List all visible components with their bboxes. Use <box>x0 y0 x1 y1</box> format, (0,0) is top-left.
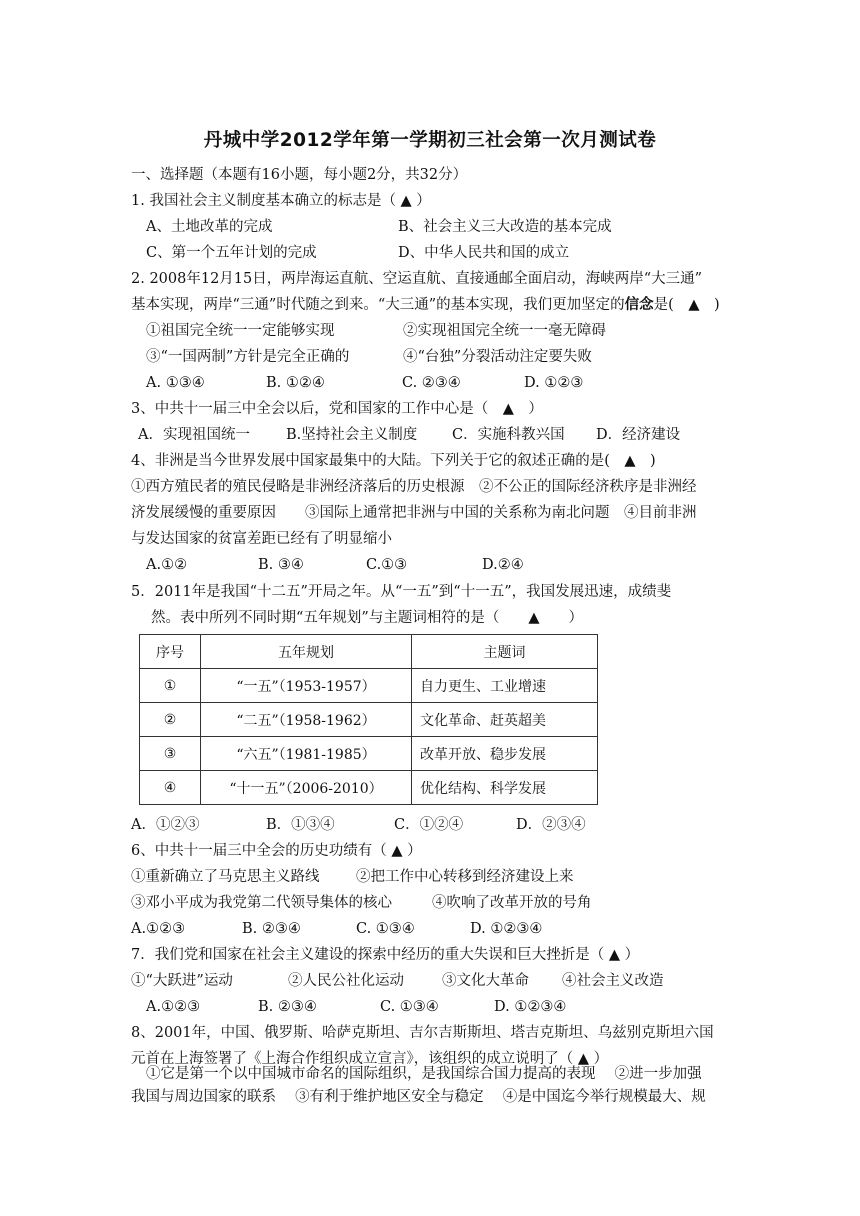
q2-line-2-text: 基本实现，两岸“三通”时代随之到来。“大三通”的基本实现，我们更加坚定的 <box>131 297 625 313</box>
q2-option-a: A. ①③④ <box>146 375 205 391</box>
q6-statement-2: ②把工作中心转移到经济建设上来 <box>356 869 574 885</box>
row-plan: “十一五”（2006-2010） <box>201 771 412 805</box>
table-row <box>140 703 598 737</box>
q5-option-c: C．①②④ <box>394 817 464 833</box>
q8-line-2: 元首在上海签署了《上海合作组织成立宣言》，该组织的成立说明了（ ▲ ） <box>131 1051 609 1067</box>
q7-stem: 7．我们党和国家在社会主义建设的探索中经历的重大失误和巨大挫折是（ ▲ ） <box>131 947 640 963</box>
table-row <box>140 669 598 703</box>
q2-statement-3: ③“一国两制”方针是完全正确的 <box>146 349 350 365</box>
q7-option-b: B. ②③④ <box>258 999 317 1015</box>
table-header-row <box>140 635 598 669</box>
q5-option-b: B．①③④ <box>266 817 335 833</box>
q6-statement-1: ①重新确立了马克思主义路线 <box>131 869 320 885</box>
five-year-plan-table <box>139 634 598 805</box>
q4-option-a: A.①② <box>146 557 188 573</box>
row-plan: “六五”（1981-1985） <box>201 737 412 771</box>
q6-option-b: B. ②③④ <box>242 921 301 937</box>
row-index: ② <box>140 703 201 737</box>
table-row <box>140 771 598 805</box>
q4-line-2: ①西方殖民者的殖民侵略是非洲经济落后的历史根源 ②不公正的国际经济秩序是非洲经 <box>131 479 697 495</box>
q8-line-4: 我国与周边国家的联系 ③有利于维护地区安全与稳定 ④是中国迄今举行规模最大、规 <box>131 1089 706 1105</box>
q4-line-1: 4、非洲是当今世界发展中国家最集中的大陆。下列关于它的叙述正确的是( ▲ ) <box>131 453 656 469</box>
q7-option-c: C. ①③④ <box>380 999 439 1015</box>
row-theme: 自力更生、工业增速 <box>412 669 598 703</box>
q4-line-3: 济发展缓慢的重要原因 ③国际上通常把非洲与中国的关系称为南北问题 ④目前非洲 <box>131 505 697 521</box>
q2-statement-4: ④“台独”分裂活动注定要失败 <box>403 349 592 365</box>
section-heading: 一、选择题（本题有16小题，每小题2分，共32分） <box>131 167 468 183</box>
row-theme: 文化革命、赶英超美 <box>412 703 598 737</box>
q2-statement-2: ②实现祖国完全统一一毫无障碍 <box>403 323 606 339</box>
q2-statement-1: ①祖国完全统一一定能够实现 <box>146 323 335 339</box>
q8-line-3: ①它是第一个以中国城市命名的国际组织，是我国综合国力提高的表现 ②进一步加强 <box>146 1066 702 1082</box>
row-index: ④ <box>140 771 201 805</box>
q1-option-d: D、中华人民共和国的成立 <box>398 245 570 261</box>
table-row <box>140 737 598 771</box>
q5-option-a: A．①②③ <box>131 817 200 833</box>
q2-option-b: B. ①②④ <box>266 375 325 391</box>
q3-option-d: D．经济建设 <box>596 427 681 443</box>
row-theme: 优化结构、科学发展 <box>412 771 598 805</box>
row-theme: 改革开放、稳步发展 <box>412 737 598 771</box>
q6-statement-3: ③邓小平成为我党第二代领导集体的核心 <box>131 895 392 911</box>
q3-option-b: B.坚持社会主义制度 <box>286 427 418 443</box>
q3-option-c: C．实施科教兴国 <box>452 427 565 443</box>
row-plan: “二五”（1958-1962） <box>201 703 412 737</box>
q3-option-a: A．实现祖国统一 <box>138 427 250 443</box>
q4-option-b: B. ③④ <box>258 557 304 573</box>
q8-line-1: 8、2001年，中国、俄罗斯、哈萨克斯坦、吉尔吉斯斯坦、塔吉克斯坦、乌兹别克斯坦六国 <box>131 1025 714 1041</box>
q7-option-a: A.①②③ <box>146 999 201 1015</box>
q2-option-d: D. ①②③ <box>524 375 584 391</box>
row-index: ③ <box>140 737 201 771</box>
row-plan: “一五”（1953-1957） <box>201 669 412 703</box>
q1-option-c: C、第一个五年计划的完成 <box>146 245 317 261</box>
page-title: 丹城中学2012学年第一学期初三社会第一次月测试卷 <box>203 130 657 151</box>
q4-option-c: C.①③ <box>366 557 408 573</box>
row-index: ① <box>140 669 201 703</box>
header-plan: 五年规划 <box>201 635 412 669</box>
q7-statement-1: ①“大跃进”运动 <box>131 973 233 989</box>
q3-stem: 3、中共十一届三中全会以后，党和国家的工作中心是（ ▲ ） <box>131 401 543 417</box>
q6-option-c: C. ①③④ <box>356 921 415 937</box>
q2-line-1: 2. 2008年12月15日，两岸海运直航、空运直航、直接通邮全面启动，海峡两岸“大三通” <box>131 271 703 287</box>
header-theme: 主题词 <box>412 635 598 669</box>
q1-option-a: A、土地改革的完成 <box>146 219 273 235</box>
q2-bold-word: 信念 <box>624 296 654 313</box>
q2-option-c: C. ②③④ <box>402 375 461 391</box>
q4-option-d: D.②④ <box>482 557 524 573</box>
q6-option-a: A.①②③ <box>131 921 186 937</box>
q1-option-b: B、社会主义三大改造的基本完成 <box>398 219 612 235</box>
q7-statement-2: ②人民公社化运动 <box>288 973 404 989</box>
q7-statement-3: ③文化大革命 <box>442 973 529 989</box>
q7-statement-4: ④社会主义改造 <box>562 973 664 989</box>
q5-line-1: 5．2011年是我国“十二五”开局之年。从“一五”到“十一五”，我国发展迅速，成绩斐 <box>131 584 672 600</box>
q5-line-2: 然。表中所列不同时期“五年规划”与主题词相符的是（ ▲ ） <box>151 610 583 626</box>
q6-option-d: D. ①②③④ <box>470 921 543 937</box>
q2-line-2 <box>131 295 720 315</box>
q1-stem: 1. 我国社会主义制度基本确立的标志是（ ▲ ） <box>131 193 431 209</box>
q5-option-d: D．②③④ <box>516 817 586 833</box>
q7-option-d: D. ①②③④ <box>494 999 567 1015</box>
header-index: 序号 <box>140 635 201 669</box>
q6-stem: 6、中共十一届三中全会的历史功绩有（ ▲ ） <box>131 843 422 859</box>
q6-statement-4: ④吹响了改革开放的号角 <box>432 895 592 911</box>
q2-line-2-end: 是( ▲ ) <box>653 297 720 313</box>
q4-line-4: 与发达国家的贫富差距已经有了明显缩小 <box>131 531 392 547</box>
